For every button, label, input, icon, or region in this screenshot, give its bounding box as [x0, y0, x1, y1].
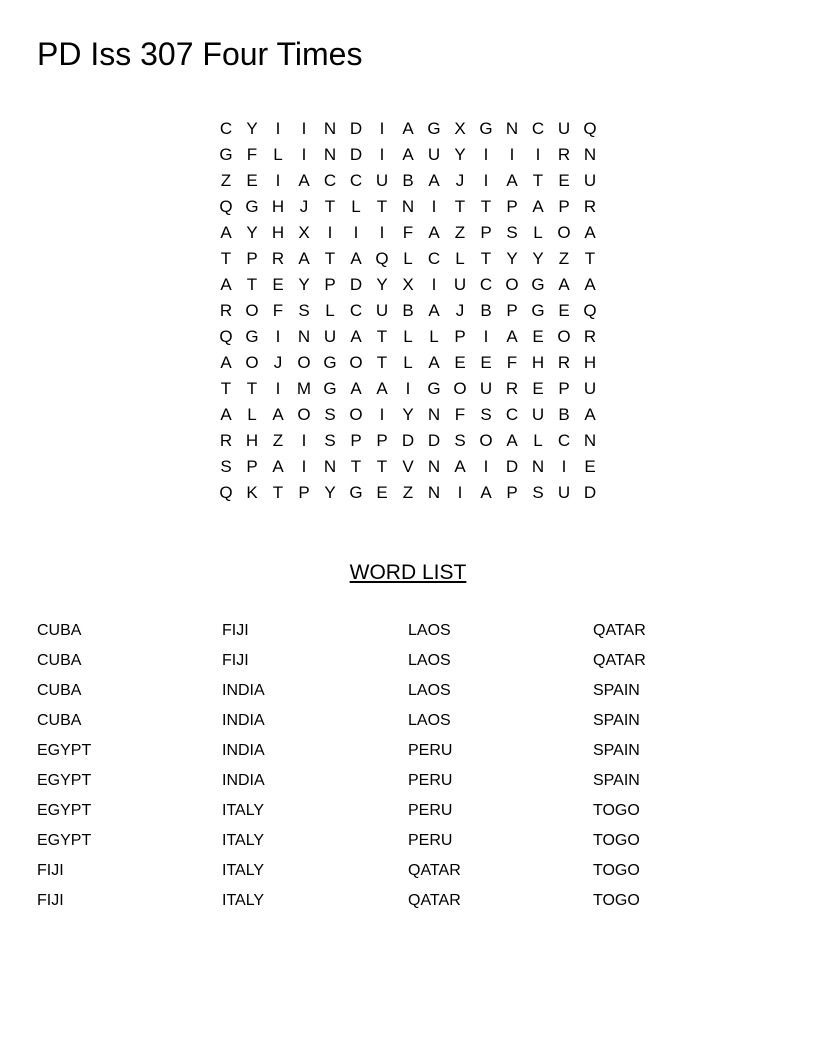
grid-letter: I	[405, 379, 411, 398]
grid-letter: L	[351, 197, 361, 216]
grid-letter: A	[506, 327, 518, 346]
word-list-item: ITALY	[222, 802, 265, 819]
grid-letter: I	[379, 405, 385, 424]
grid-letter: G	[349, 483, 363, 502]
grid-letter: T	[376, 353, 388, 372]
grid-letter: B	[402, 301, 414, 320]
grid-letter: O	[297, 353, 311, 372]
grid-letter: A	[272, 457, 284, 476]
word-list-item: PERU	[408, 802, 453, 819]
grid-letter: F	[402, 223, 414, 242]
grid-letter: I	[379, 145, 385, 164]
grid-letter: U	[583, 379, 597, 398]
grid-letter: T	[480, 249, 492, 268]
grid-letter: C	[505, 405, 519, 424]
grid-letter: A	[532, 197, 544, 216]
grid-letter: E	[558, 171, 570, 190]
grid-letter: T	[350, 457, 362, 476]
word-list-item: FIJI	[222, 652, 249, 669]
grid-letter: G	[245, 327, 259, 346]
grid-letter: P	[558, 197, 570, 216]
word-list-item: ITALY	[222, 832, 265, 849]
grid-letter: I	[353, 223, 359, 242]
grid-letter: S	[506, 223, 518, 242]
word-list-item: EGYPT	[37, 802, 92, 819]
grid-letter: A	[376, 379, 388, 398]
grid-letter: A	[428, 223, 440, 242]
grid-letter: U	[375, 171, 389, 190]
grid-letter: I	[483, 171, 489, 190]
word-list-title: WORD LIST	[349, 561, 467, 584]
word-list-item: EGYPT	[37, 832, 92, 849]
word-list-column	[222, 616, 402, 916]
grid-letter: T	[220, 249, 232, 268]
grid-letter: L	[533, 431, 543, 450]
grid-letter: L	[403, 327, 413, 346]
word-list-item: INDIA	[222, 682, 265, 699]
grid-letter: N	[505, 119, 519, 138]
grid-letter: L	[403, 353, 413, 372]
grid-letter: U	[323, 327, 337, 346]
word-list-item: SPAIN	[593, 682, 640, 699]
grid-letter: U	[479, 379, 493, 398]
grid-letter: A	[402, 145, 414, 164]
word-list-item: QATAR	[408, 862, 461, 879]
grid-letter: I	[457, 483, 463, 502]
grid-letter: N	[323, 457, 337, 476]
grid-letter: I	[431, 275, 437, 294]
word-list-item: QATAR	[408, 892, 461, 909]
grid-letter: E	[272, 275, 284, 294]
word-list-item: PERU	[408, 742, 453, 759]
grid-letter: S	[324, 431, 336, 450]
grid-letter: T	[246, 379, 258, 398]
grid-letter: Q	[219, 327, 233, 346]
grid-letter: Y	[376, 275, 388, 294]
grid-letter: I	[301, 457, 307, 476]
grid-letter: Q	[583, 301, 597, 320]
grid-letter: T	[376, 197, 388, 216]
grid-letter: T	[480, 197, 492, 216]
grid-letter: O	[349, 405, 363, 424]
grid-row	[213, 428, 603, 454]
grid-letter: U	[583, 171, 597, 190]
grid-letter: X	[454, 119, 466, 138]
grid-letter: Y	[532, 249, 544, 268]
grid-letter: J	[273, 353, 283, 372]
grid-letter: O	[479, 431, 493, 450]
word-list-item: EGYPT	[37, 742, 92, 759]
grid-letter: R	[583, 197, 597, 216]
grid-letter: N	[401, 197, 415, 216]
grid-letter: I	[483, 327, 489, 346]
grid-letter: G	[323, 379, 337, 398]
grid-letter: P	[506, 483, 518, 502]
grid-letter: I	[275, 327, 281, 346]
grid-letter: G	[427, 119, 441, 138]
word-list-item: CUBA	[37, 712, 82, 729]
grid-letter: A	[220, 353, 232, 372]
word-list-item: CUBA	[37, 622, 82, 639]
grid-letter: J	[299, 197, 309, 216]
word-list-item: ITALY	[222, 862, 265, 879]
grid-letter: O	[245, 353, 259, 372]
grid-letter: O	[297, 405, 311, 424]
grid-letter: F	[506, 353, 518, 372]
grid-letter: F	[246, 145, 258, 164]
grid-letter: I	[275, 119, 281, 138]
grid-letter: N	[323, 119, 337, 138]
grid-letter: Z	[272, 431, 284, 450]
grid-letter: T	[376, 457, 388, 476]
grid-letter: A	[506, 171, 518, 190]
grid-letter: G	[531, 301, 545, 320]
grid-letter: D	[427, 431, 441, 450]
grid-letter: I	[431, 197, 437, 216]
grid-letter: I	[483, 457, 489, 476]
grid-letter: Y	[402, 405, 414, 424]
grid-letter: N	[427, 483, 441, 502]
grid-letter: P	[506, 301, 518, 320]
grid-letter: Y	[298, 275, 310, 294]
grid-letter: A	[220, 405, 232, 424]
grid-letter: E	[454, 353, 466, 372]
grid-letter: C	[427, 249, 441, 268]
grid-letter: C	[349, 301, 363, 320]
grid-letter: T	[454, 197, 466, 216]
grid-letter: T	[376, 327, 388, 346]
grid-letter: I	[509, 145, 515, 164]
grid-letter: N	[297, 327, 311, 346]
grid-letter: D	[505, 457, 519, 476]
word-list-item: ITALY	[222, 892, 265, 909]
grid-letter: O	[245, 301, 259, 320]
grid-letter: G	[531, 275, 545, 294]
grid-letter: N	[427, 405, 441, 424]
grid-letter: A	[506, 431, 518, 450]
word-list-item: QATAR	[593, 652, 646, 669]
grid-letter: P	[506, 197, 518, 216]
grid-letter: C	[479, 275, 493, 294]
grid-row	[213, 116, 603, 142]
grid-row	[213, 246, 603, 272]
grid-letter: V	[402, 457, 414, 476]
word-list-item: QATAR	[593, 622, 646, 639]
grid-letter: T	[324, 249, 336, 268]
grid-letter: I	[275, 379, 281, 398]
grid-row	[213, 194, 603, 220]
grid-letter: C	[349, 171, 363, 190]
word-list-item: SPAIN	[593, 712, 640, 729]
grid-letter: T	[246, 275, 258, 294]
grid-row	[213, 402, 603, 428]
grid-letter: A	[298, 171, 310, 190]
grid-letter: P	[246, 249, 258, 268]
grid-letter: S	[220, 457, 232, 476]
grid-row	[213, 142, 603, 168]
grid-letter: C	[323, 171, 337, 190]
grid-letter: J	[455, 301, 465, 320]
grid-letter: L	[247, 405, 257, 424]
grid-letter: N	[583, 145, 597, 164]
grid-letter: H	[531, 353, 545, 372]
word-list-item: INDIA	[222, 772, 265, 789]
grid-letter: N	[531, 457, 545, 476]
grid-letter: E	[480, 353, 492, 372]
grid-letter: I	[327, 223, 333, 242]
grid-letter: I	[275, 171, 281, 190]
word-list-item: INDIA	[222, 712, 265, 729]
grid-letter: E	[376, 483, 388, 502]
grid-letter: A	[480, 483, 492, 502]
grid-letter: A	[350, 249, 362, 268]
grid-letter: R	[557, 145, 571, 164]
grid-letter: H	[583, 353, 597, 372]
grid-letter: I	[483, 145, 489, 164]
word-list-item: CUBA	[37, 652, 82, 669]
grid-letter: Z	[402, 483, 414, 502]
grid-letter: F	[454, 405, 466, 424]
grid-letter: A	[402, 119, 414, 138]
word-list-item: FIJI	[222, 622, 249, 639]
grid-letter: E	[558, 301, 570, 320]
grid-letter: A	[220, 223, 232, 242]
word-list-column	[37, 616, 217, 916]
word-list-item: EGYPT	[37, 772, 92, 789]
grid-letter: P	[298, 483, 310, 502]
grid-letter: U	[557, 119, 571, 138]
grid-letter: F	[272, 301, 284, 320]
grid-row	[213, 168, 603, 194]
grid-letter: B	[402, 171, 414, 190]
grid-row	[213, 350, 603, 376]
grid-letter: R	[505, 379, 519, 398]
grid-letter: G	[245, 197, 259, 216]
grid-letter: O	[349, 353, 363, 372]
grid-letter: P	[376, 431, 388, 450]
word-list-item: TOGO	[593, 862, 640, 879]
grid-letter: S	[480, 405, 492, 424]
grid-letter: I	[301, 431, 307, 450]
grid-letter: U	[531, 405, 545, 424]
word-list-item: TOGO	[593, 892, 640, 909]
grid-letter: E	[584, 457, 596, 476]
grid-letter: D	[583, 483, 597, 502]
grid-letter: P	[246, 457, 258, 476]
word-list-item: PERU	[408, 832, 453, 849]
word-list-column	[408, 616, 588, 916]
grid-letter: I	[379, 119, 385, 138]
grid-letter: N	[323, 145, 337, 164]
grid-letter: S	[532, 483, 544, 502]
grid-letter: R	[219, 301, 233, 320]
grid-letter: D	[349, 275, 363, 294]
word-list-item: SPAIN	[593, 772, 640, 789]
grid-letter: S	[454, 431, 466, 450]
grid-row	[213, 376, 603, 402]
grid-letter: D	[401, 431, 415, 450]
grid-letter: L	[455, 249, 465, 268]
word-list-item: TOGO	[593, 802, 640, 819]
grid-row	[213, 324, 603, 350]
grid-letter: T	[220, 379, 232, 398]
word-list-item: LAOS	[408, 712, 451, 729]
grid-letter: M	[296, 379, 312, 398]
grid-letter: T	[324, 197, 336, 216]
grid-letter: L	[403, 249, 413, 268]
grid-letter: U	[375, 301, 389, 320]
word-list-heading	[0, 560, 816, 586]
grid-letter: A	[428, 301, 440, 320]
grid-letter: E	[532, 327, 544, 346]
grid-letter: R	[583, 327, 597, 346]
page-title: PD Iss 307 Four Times	[37, 36, 363, 72]
grid-letter: E	[532, 379, 544, 398]
grid-letter: Z	[220, 171, 232, 190]
grid-letter: Y	[324, 483, 336, 502]
grid-letter: C	[219, 119, 233, 138]
grid-letter: J	[455, 171, 465, 190]
grid-letter: S	[324, 405, 336, 424]
grid-letter: U	[557, 483, 571, 502]
grid-letter: A	[272, 405, 284, 424]
word-list-item: FIJI	[37, 862, 64, 879]
grid-letter: T	[584, 249, 596, 268]
word-list-item: PERU	[408, 772, 453, 789]
grid-letter: B	[480, 301, 492, 320]
grid-letter: H	[271, 197, 285, 216]
grid-letter: Y	[246, 223, 258, 242]
grid-letter: P	[324, 275, 336, 294]
grid-letter: Q	[375, 249, 389, 268]
grid-letter: A	[350, 327, 362, 346]
grid-letter: T	[532, 171, 544, 190]
grid-letter: A	[584, 275, 596, 294]
grid-letter: T	[272, 483, 284, 502]
word-search-grid	[213, 116, 603, 506]
word-list-item: LAOS	[408, 622, 451, 639]
grid-letter: I	[535, 145, 541, 164]
grid-letter: G	[323, 353, 337, 372]
grid-letter: L	[273, 145, 283, 164]
grid-letter: R	[271, 249, 285, 268]
word-list-item: CUBA	[37, 682, 82, 699]
grid-letter: H	[245, 431, 259, 450]
grid-letter: A	[454, 457, 466, 476]
word-list-item: INDIA	[222, 742, 265, 759]
grid-letter: O	[505, 275, 519, 294]
grid-row	[213, 272, 603, 298]
grid-letter: P	[480, 223, 492, 242]
grid-letter: H	[271, 223, 285, 242]
grid-letter: N	[427, 457, 441, 476]
grid-letter: L	[325, 301, 335, 320]
grid-row	[213, 298, 603, 324]
grid-letter: I	[561, 457, 567, 476]
grid-letter: L	[429, 327, 439, 346]
grid-letter: I	[379, 223, 385, 242]
word-list-item: SPAIN	[593, 742, 640, 759]
grid-row	[213, 220, 603, 246]
word-list-item: TOGO	[593, 832, 640, 849]
grid-letter: A	[298, 249, 310, 268]
grid-letter: I	[301, 145, 307, 164]
grid-letter: G	[479, 119, 493, 138]
grid-letter: I	[301, 119, 307, 138]
grid-letter: L	[533, 223, 543, 242]
grid-letter: K	[246, 483, 258, 502]
grid-letter: D	[349, 145, 363, 164]
grid-letter: P	[350, 431, 362, 450]
grid-letter: Q	[219, 197, 233, 216]
grid-letter: A	[428, 353, 440, 372]
grid-letter: P	[558, 379, 570, 398]
grid-letter: A	[584, 405, 596, 424]
grid-letter: C	[557, 431, 571, 450]
grid-letter: N	[583, 431, 597, 450]
grid-letter: O	[557, 223, 571, 242]
grid-letter: P	[454, 327, 466, 346]
grid-letter: E	[246, 171, 258, 190]
grid-letter: S	[298, 301, 310, 320]
grid-letter: R	[219, 431, 233, 450]
grid-letter: Q	[219, 483, 233, 502]
grid-letter: Y	[246, 119, 258, 138]
word-list-item: LAOS	[408, 652, 451, 669]
grid-letter: X	[402, 275, 414, 294]
grid-letter: Y	[454, 145, 466, 164]
grid-letter: Y	[506, 249, 518, 268]
grid-letter: X	[298, 223, 310, 242]
grid-letter: Q	[583, 119, 597, 138]
grid-row	[213, 480, 603, 506]
grid-letter: B	[558, 405, 570, 424]
grid-letter: Z	[454, 223, 466, 242]
grid-letter: A	[350, 379, 362, 398]
word-list-item: LAOS	[408, 682, 451, 699]
grid-letter: A	[584, 223, 596, 242]
grid-letter: O	[453, 379, 467, 398]
word-list-column	[593, 616, 773, 916]
grid-letter: G	[219, 145, 233, 164]
grid-row	[213, 454, 603, 480]
grid-letter: D	[349, 119, 363, 138]
grid-letter: Z	[558, 249, 570, 268]
grid-letter: O	[557, 327, 571, 346]
grid-letter: C	[531, 119, 545, 138]
word-list-item: FIJI	[37, 892, 64, 909]
grid-letter: G	[427, 379, 441, 398]
grid-letter: R	[557, 353, 571, 372]
grid-letter: U	[427, 145, 441, 164]
grid-letter: U	[453, 275, 467, 294]
grid-letter: A	[220, 275, 232, 294]
grid-letter: A	[428, 171, 440, 190]
grid-letter: A	[558, 275, 570, 294]
